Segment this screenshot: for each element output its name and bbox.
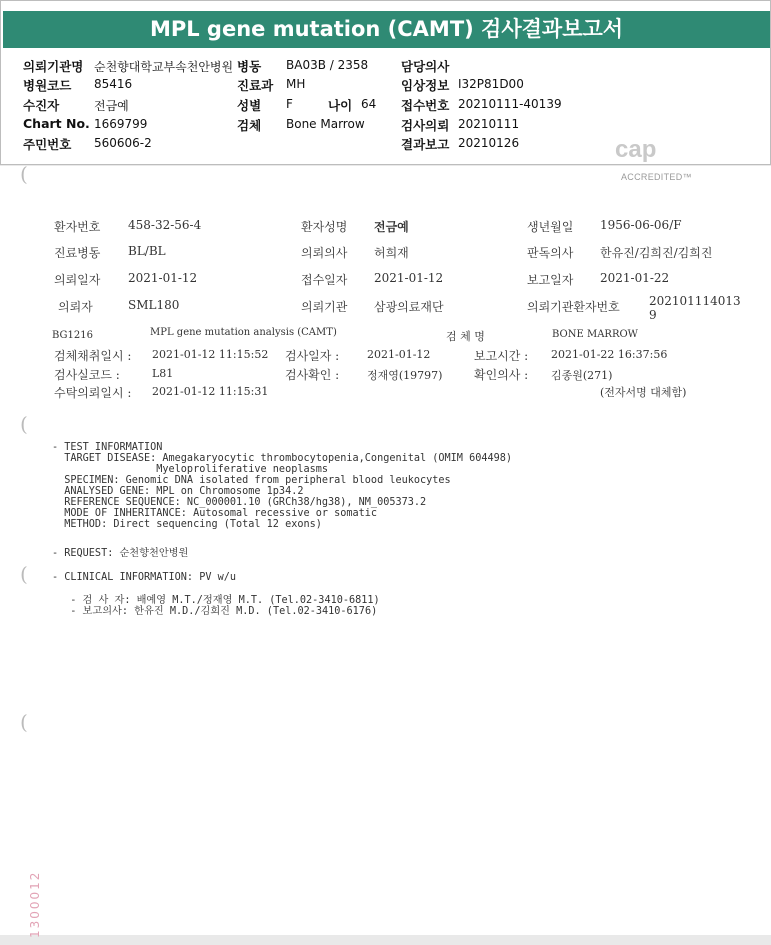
patient-field-label: 의뢰일자 [54,273,101,287]
patient-field-label: 보고일자 [527,273,574,287]
header-label: 검사의뢰 [401,118,450,133]
patient-field-label: 생년월일 [527,220,574,234]
patient-field-label: 의뢰기관 [301,300,348,314]
patient-field-value: 삼광의료재단 [374,300,444,314]
header-value: 1669799 [94,117,148,131]
header-label: 병원코드 [23,78,72,93]
header-label: 의뢰기관명 [23,59,84,74]
header-label: 병동 [237,59,262,74]
header-value: Bone Marrow [286,117,365,131]
patient-field-label: 접수일자 [301,273,348,287]
header-value: 20210111-40139 [458,97,562,111]
accredited-label: ACCREDITED™ [621,172,692,182]
patient-field-value: 2021-01-12 [128,271,198,285]
collect-datetime-value: 2021-01-12 11:15:52 [152,348,269,361]
confirm-doctor-label: 확인의사 : [474,368,529,382]
margin-mark: ( [20,562,28,586]
patient-field-label: 의뢰자 [58,300,93,314]
e-signature-note: (전자서명 대체함) [600,386,687,399]
margin-mark: ( [20,710,28,734]
test-name: MPL gene mutation analysis (CAMT) [150,327,337,338]
patient-field-label: 의뢰의사 [301,246,348,260]
report-time-label: 보고시간 : [474,349,529,363]
test-confirm-value: 정재영(19797) [367,369,443,382]
header-value: 85416 [94,77,133,91]
header-label: 주민번호 [23,137,72,152]
age-value: 64 [361,97,377,111]
header-label: 검체 [237,118,262,133]
report-time-value: 2021-01-22 16:37:56 [551,348,668,361]
header-label: 성별 [237,98,262,113]
clinical-information-line: - CLINICAL INFORMATION: PV w/u [52,572,237,583]
header-value: 순천향대학교부속천안병원 [94,60,234,74]
patient-field-value: 2021-01-12 [374,271,444,285]
header-value: BA03B / 2358 [286,58,369,72]
lab-code-value: L81 [152,367,174,380]
specimen-value: BONE MARROW [552,329,638,340]
header-value: 전금예 [94,99,129,113]
test-date-label: 검사일자 : [285,349,340,363]
request-line: - REQUEST: 순천향천안병원 [52,548,189,559]
margin-mark: ( [20,412,28,436]
patient-field-label: 진료병동 [54,246,101,260]
header-value: 560606-2 [94,136,152,150]
patient-field-value: BL/BL [128,244,166,258]
header-label: Chart No. [23,116,90,131]
receipt-datetime-label: 수탁의뢰일시 : [54,386,132,400]
patient-field-value: 허희재 [374,246,409,260]
receipt-datetime-value: 2021-01-12 11:15:31 [152,385,269,398]
patient-field-value: 2021-01-22 [600,271,670,285]
header-label: 진료과 [237,78,274,93]
patient-field-value: 한유진/김희진/김희진 [600,246,713,260]
report-title: MPL gene mutation (CAMT) 검사결과보고서 [3,11,770,48]
test-code: BG1216 [52,330,93,341]
patient-field-label: 환자번호 [54,220,101,234]
cap-logo: cap [615,136,657,163]
header-value: I32P81D00 [458,77,524,91]
header-value: F [286,97,293,111]
staff-contact-block: - 검 사 자: 배예영 M.T./정재영 M.T. (Tel.02-3410-6811) - 보고의사: 한유진 M.D./김희진 M.D. (Tel.02-3410-6176) [70,595,380,617]
specimen-label: 검 체 명 [446,330,485,343]
margin-mark: ( [20,162,28,186]
test-confirm-label: 검사확인 : [285,368,340,382]
age-label: 나이 [328,98,353,113]
patient-field-value: 458-32-56-4 [128,218,202,232]
header-label: 임상정보 [401,78,450,93]
header-value: 20210111 [458,117,520,131]
collect-datetime-label: 검체채취일시 : [54,349,132,363]
test-date-value: 2021-01-12 [367,348,431,361]
header-label: 접수번호 [401,98,450,113]
lab-code-label: 검사실코드 : [54,368,120,382]
patient-field-value: 전금예 [374,220,409,234]
ref-patient-no-tail: 9 [649,308,657,322]
page-side-number: 1300012 [28,870,42,938]
patient-field-label: 환자성명 [301,220,348,234]
cap-accredited-seal [605,136,715,186]
patient-field-label: 판독의사 [527,246,574,260]
confirm-doctor-value: 김종원(271) [551,369,613,382]
patient-field-value: 202101114013 [649,294,741,308]
header-value: MH [286,77,306,91]
test-information-block: - TEST INFORMATION TARGET DISEASE: Amegakaryocytic thrombocytopenia,Congenital (OMIM 604498) Myeloproliferative neoplasms SPECIMEN: Genomic DNA isolated from peripheral blood leukocytes ANALYSED GENE: MPL on Chromosome 1p34.2 REFERENCE SEQUENCE: NC_000001.10 (GRCh38/hg38), NM_005373.2 MODE OF INHERITANCE: Autosomal recessive or somatic METHOD: Direct sequencing (Total 12 exons) [52,442,513,530]
patient-field-value: SML180 [128,298,180,312]
patient-field-value: 1956-06-06/F [600,218,682,232]
header-value: 20210126 [458,136,520,150]
header-label: 담당의사 [401,59,450,74]
patient-field-label: 의뢰기관환자번호 [527,300,620,314]
header-label: 수진자 [23,98,60,113]
header-label: 결과보고 [401,137,450,152]
